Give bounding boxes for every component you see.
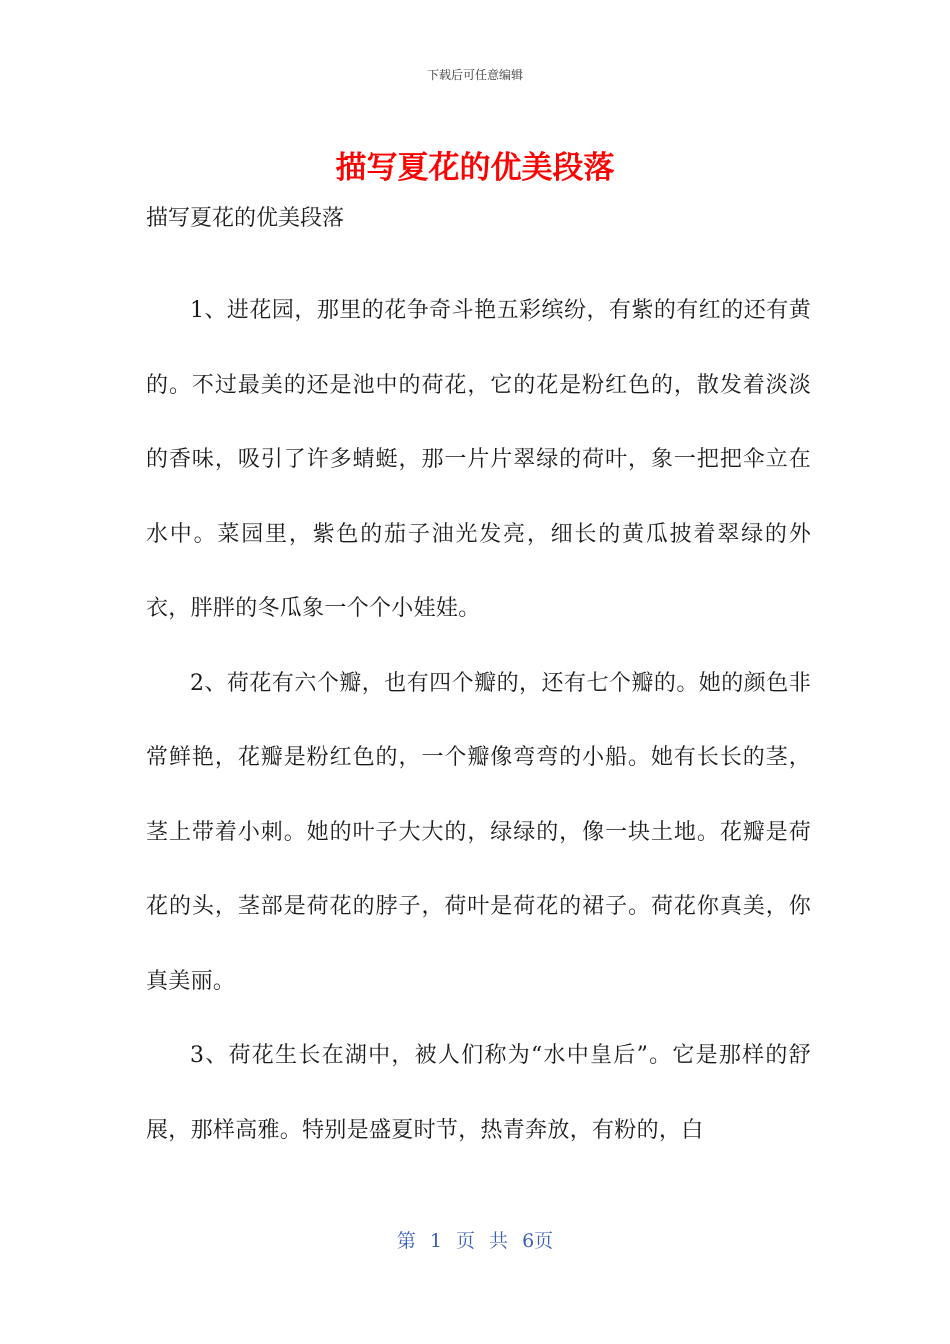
header-note: 下载后可任意编辑 [426, 68, 523, 82]
document-subtitle: 描写夏花的优美段落 [146, 206, 345, 231]
paragraph-3: 3、荷花生长在湖中，被人们称为“水中皇后”。它是那样的舒展，那样高雅。特别是盛夏时节，热青奔放，有粉的，白 [146, 1043, 811, 1143]
paragraph-1: 1、进花园，那里的花争奇斗艳五彩缤纷，有紫的有红的还有黄的。不过最美的还是池中的荷花，它的花是粉红色的，散发着淡淡的香味，吸引了许多蜻蜓，那一片片翠绿的荷叶，象一把把伞立在水中。菜园里，紫色的茄子油光发亮，细长的黄瓜披着翠绿的外衣，胖胖的冬瓜象一个个小娃娃。 [146, 298, 811, 621]
paragraph-2: 2、荷花有六个瓣，也有四个瓣的，还有七个瓣的。她的颜色非常鲜艳，花瓣是粉红色的，一个瓣像弯弯的小船。她有长长的茎，茎上带着小刺。她的叶子大大的，绿绿的，像一块土地。花瓣是荷花的头，茎部是荷花的脖子，荷叶是荷花的裙子。荷花你真美，你真美丽。 [146, 670, 811, 994]
document-body [146, 274, 811, 1168]
document-title: 描写夏花的优美段落 [335, 150, 615, 186]
page-number: 第 1 页 共 6页 [396, 1230, 554, 1252]
